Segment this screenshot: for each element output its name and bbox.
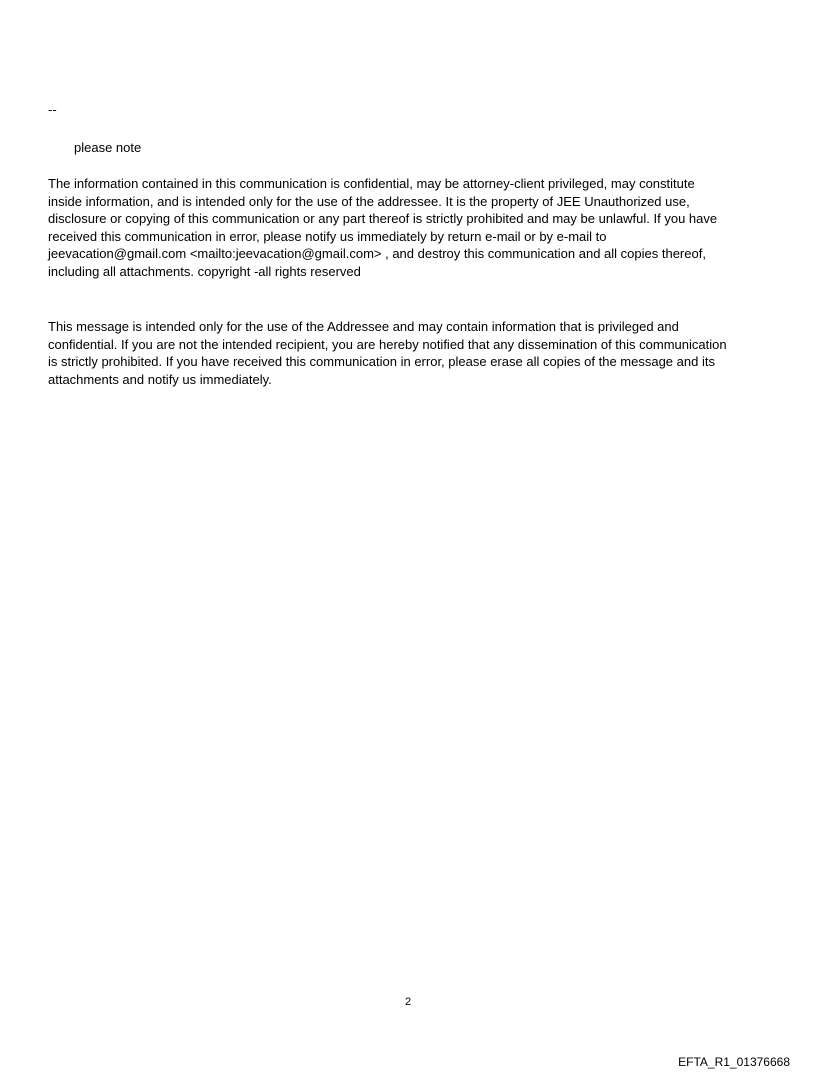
disclaimer-line: This message is intended only for the use of the Addressee and may contain information that is privileged and [48,319,679,334]
disclaimer-line: attachments and notify us immediately. [48,371,272,387]
confidentiality-notice [48,175,778,281]
notice-line: inside information, and is intended only for the use of the addressee. It is the property of JEE Unauthorized use, [48,193,690,209]
notice-line: disclosure or copying of this communication or any part thereof is strictly prohibited and may be unlawful. If you have [48,211,718,227]
page-number: 2 [404,996,412,1008]
notice-line: including all attachments. copyright -all rights reserved [48,263,361,279]
signature-separator: -- [48,102,57,117]
disclaimer-line: is strictly prohibited. If you have received this communication in error, please erase all copies of the message and its [48,354,715,370]
note-heading: please note [74,140,142,155]
disclaimer-line: confidential. If you are not the intended recipient, you are hereby notified that any dissemination of this communication [48,336,727,352]
notice-line: jeevacation@gmail.com <mailto:jeevacation@gmail.com> , and destroy this communication and all copies thereof, [48,246,706,262]
notice-line: received this communication in error, please notify us immediately by return e-mail or by e-mail to [48,228,607,244]
notice-line: The information contained in this communication is confidential, may be attorney-client privileged, may constitute [48,176,695,191]
disclaimer-notice [48,318,778,388]
bates-number: EFTA_R1_01376668 [678,1055,790,1069]
